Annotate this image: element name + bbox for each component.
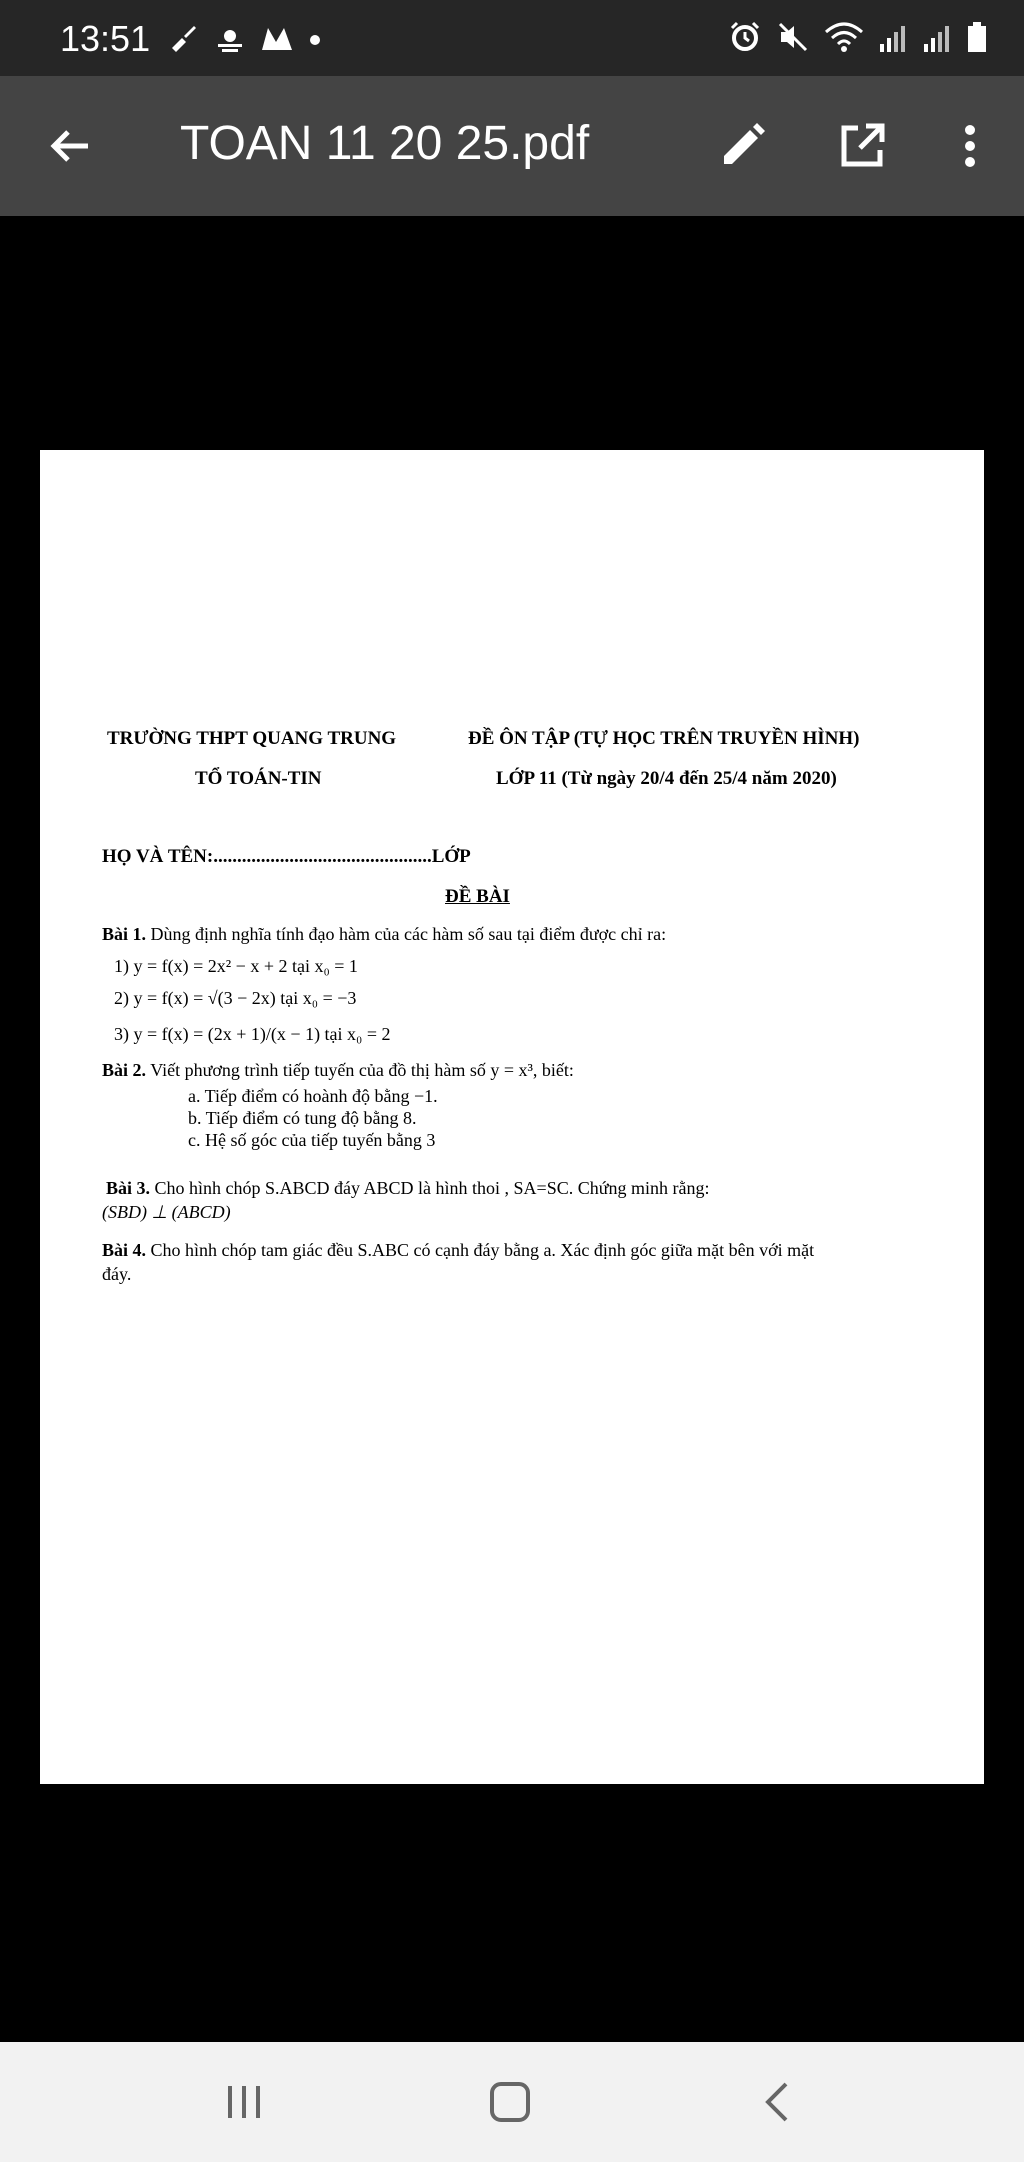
pdf-viewer[interactable] xyxy=(0,216,1024,2042)
alarm-icon xyxy=(728,20,762,54)
status-bar xyxy=(0,0,1024,76)
bai3-label: Bài 3. xyxy=(106,1178,151,1198)
bai1-item-1: 1) y = f(x) = 2x² − x + 2 tại x₀ = 1 xyxy=(114,956,358,976)
class-dates: LỚP 11 (Từ ngày 20/4 đến 25/4 năm 2020) xyxy=(496,768,837,789)
exam-title: ĐỀ ÔN TẬP (TỰ HỌC TRÊN TRUYỀN HÌNH) xyxy=(468,728,860,749)
bai2-item-c: c. Hệ số góc của tiếp tuyến bằng 3 xyxy=(188,1130,436,1150)
bai3-line-2: (SBD) ⊥ (ABCD) xyxy=(102,1202,231,1222)
back-arrow-icon[interactable] xyxy=(44,120,96,172)
m-app-icon xyxy=(260,22,294,54)
department-name: TỔ TOÁN-TIN xyxy=(195,768,322,789)
more-vert-icon[interactable] xyxy=(944,120,996,172)
app-bar xyxy=(0,76,1024,216)
bai2-text: Viết phương trình tiếp tuyến của đồ thị hàm số y = x³, biết: xyxy=(146,1060,574,1080)
signal-icon-2 xyxy=(922,20,952,54)
bai4-line-2: đáy. xyxy=(102,1264,132,1284)
navigation-bar xyxy=(0,2042,1024,2162)
dot-icon xyxy=(308,22,322,54)
bai2-label: Bài 2. xyxy=(102,1060,147,1080)
pdf-page[interactable] xyxy=(40,450,984,1784)
bai1-item-2: 2) y = f(x) = √(3 − 2x) tại x₀ = −3 xyxy=(114,988,357,1008)
bai3-line xyxy=(106,1178,709,1199)
battery-icon xyxy=(966,20,988,54)
mute-icon xyxy=(776,20,810,54)
recents-icon[interactable] xyxy=(222,2080,266,2124)
bai1-item-3: 3) y = f(x) = (2x + 1)/(x − 1) tại x₀ = 2 xyxy=(114,1024,391,1044)
school-name: TRƯỜNG THPT QUANG TRUNG xyxy=(107,728,397,749)
bai2-line xyxy=(102,1060,574,1081)
status-left-icons xyxy=(168,22,322,54)
status-right-icons xyxy=(728,20,988,54)
wifi-icon xyxy=(824,20,864,54)
weather-icon xyxy=(214,22,246,54)
section-heading: ĐỀ BÀI xyxy=(445,886,510,907)
bai4-line xyxy=(102,1240,814,1261)
bai3-text: Cho hình chóp S.ABCD đáy ABCD là hình thoi , SA=SC. Chứng minh rằng: xyxy=(150,1178,710,1198)
signal-icon xyxy=(878,20,908,54)
home-icon[interactable] xyxy=(488,2080,532,2124)
student-name-line: HỌ VÀ TÊN:..............................................LỚP xyxy=(102,846,471,867)
back-icon[interactable] xyxy=(756,2080,800,2124)
bai2-item-b: b. Tiếp điểm có tung độ bằng 8. xyxy=(188,1108,417,1128)
bai1-line xyxy=(102,924,666,945)
bai1-text: Dùng định nghĩa tính đạo hàm của các hàm số sau tại điểm được chỉ ra: xyxy=(146,924,667,944)
bai4-text: Cho hình chóp tam giác đều S.ABC có cạnh đáy bằng a. Xác định góc giữa mặt bên với mặt xyxy=(146,1240,815,1260)
brush-icon xyxy=(168,22,200,54)
open-external-icon[interactable] xyxy=(836,120,888,172)
bai2-item-a: a. Tiếp điểm có hoành độ bằng −1. xyxy=(188,1086,438,1106)
edit-pencil-icon[interactable] xyxy=(716,120,768,172)
bai4-label: Bài 4. xyxy=(102,1240,147,1260)
bai1-label: Bài 1. xyxy=(102,924,147,944)
status-time: 13:51 xyxy=(60,18,151,59)
document-title: TOAN 11 20 25.pdf xyxy=(180,117,590,170)
